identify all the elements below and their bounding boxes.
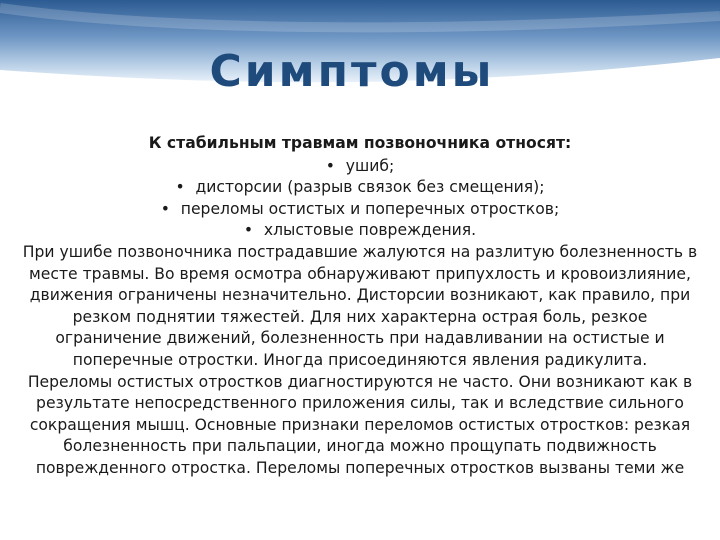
list-item-text: ушиб; <box>345 156 395 175</box>
list-item-text: переломы остистых и поперечных отростков; <box>180 199 560 218</box>
bullet-icon: • <box>325 156 335 175</box>
bullet-icon: • <box>160 199 170 218</box>
paragraph: При ушибе позвоночника пострадавшие жалуются на разлитую болезненность в месте травмы. Во время осмотра обнаруживают припухлость и кровоизлияние, движения ограничены незначительно. Дисторсии возникают, как правило, при резком поднятии тяжестей. Для них характерна острая боль, резкое ограничение движений, болезненность при надавливании на остистые и поперечные отростки. Иногда присоединяются явления радикулита. <box>22 242 698 369</box>
list-item <box>22 199 698 221</box>
bullet-icon: • <box>175 178 185 197</box>
slide-body <box>22 133 698 480</box>
bullet-list <box>22 156 698 242</box>
list-item-text: хлыстовые повреждения. <box>263 221 477 240</box>
list-item <box>22 220 698 242</box>
intro-heading: К стабильным травмам позвоночника относят: <box>148 134 572 152</box>
list-item-text: дисторсии (разрыв связок без смещения); <box>195 178 545 197</box>
list-item <box>22 156 698 178</box>
bullet-icon: • <box>243 221 254 240</box>
paragraph: Переломы остистых отростков диагностируются не часто. Они возникают как в результате непосредственного приложения силы, так и вследствие сильного сокращения мышц. Основные признаки переломов остистых отростков: резкая болезненность при пальпации, иногда можно прощупать подвижность поврежденного отростка. Переломы поперечных отростков вызваны теми же <box>27 372 693 477</box>
page-title: Симптомы <box>209 46 495 97</box>
list-item <box>22 177 698 199</box>
